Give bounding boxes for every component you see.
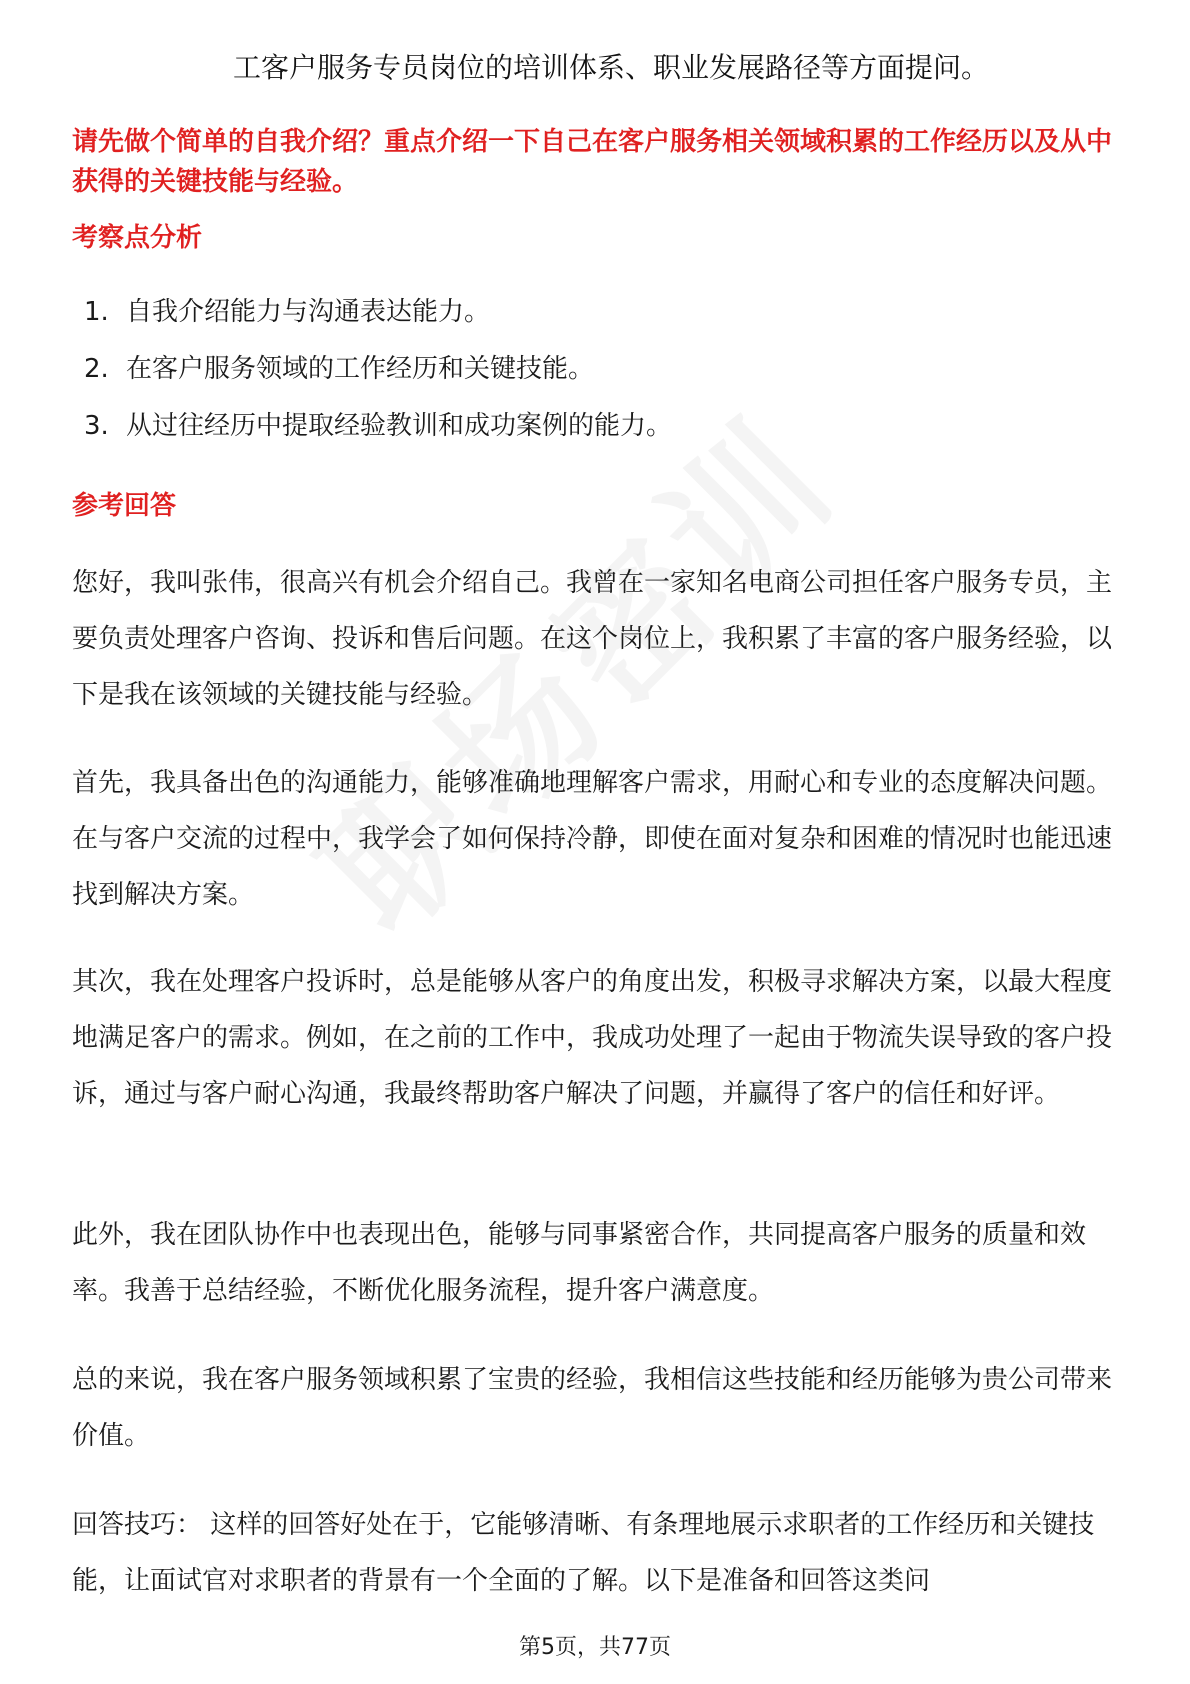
list-item-text: 从过往经历中提取经验教训和成功案例的能力。	[126, 411, 673, 441]
answer-heading: 参考回答	[72, 491, 177, 521]
list-item-text: 在客户服务领域的工作经历和关键技能。	[126, 354, 595, 384]
answer-paragraph: 此外，我在团队协作中也表现出色，能够与同事紧密合作，共同提高客户服务的质量和效率。我善于总结经验，不断优化服务流程，提升客户满意度。	[72, 1220, 1087, 1306]
answer-paragraph: 总的来说，我在客户服务领域积累了宝贵的经验，我相信这些技能和经历能够为贵公司带来价值。	[72, 1365, 1113, 1451]
list-item-number: 2.	[84, 354, 109, 384]
analysis-heading: 考察点分析	[72, 223, 203, 253]
answer-paragraph: 您好，我叫张伟，很高兴有机会介绍自己。我曾在一家知名电商公司担任客户服务专员，主要负责处理客户咨询、投诉和售后问题。在这个岗位上，我积累了丰富的客户服务经验，以下是我在该领域的关键技能与经验。	[72, 568, 1113, 710]
page-number: 第5页，共77页	[519, 1635, 671, 1660]
interview-question: 请先做个简单的自我介绍？重点介绍一下自己在客户服务相关领域积累的工作经历以及从中获得的关键技能与经验。	[72, 127, 1113, 197]
answer-paragraph: 其次，我在处理客户投诉时，总是能够从客户的角度出发，积极寻求解决方案，以最大程度地满足客户的需求。例如，在之前的工作中，我成功处理了一起由于物流失误导致的客户投诉，通过与客户耐心沟通，我最终帮助客户解决了问题，并赢得了客户的信任和好评。	[72, 967, 1113, 1109]
list-item	[84, 351, 672, 408]
answer-tips-paragraph: 回答技巧： 这样的回答好处在于，它能够清晰、有条理地展示求职者的工作经历和关键技能，让面试官对求职者的背景有一个全面的了解。以下是准备和回答这类问	[72, 1510, 1095, 1596]
list-item-number: 1.	[84, 297, 109, 327]
list-item-number: 3.	[84, 411, 109, 441]
list-item	[84, 408, 672, 465]
answer-paragraph: 首先，我具备出色的沟通能力，能够准确地理解客户需求，用耐心和专业的态度解决问题。在与客户交流的过程中，我学会了如何保持冷静，即使在面对复杂和困难的情况时也能迅速找到解决方案。	[72, 768, 1113, 910]
list-item	[84, 294, 672, 351]
continued-text-line: 工客户服务专员岗位的培训体系、职业发展路径等方面提问。	[232, 51, 989, 84]
list-item-text: 自我介绍能力与沟通表达能力。	[126, 297, 491, 327]
analysis-list	[84, 294, 672, 465]
